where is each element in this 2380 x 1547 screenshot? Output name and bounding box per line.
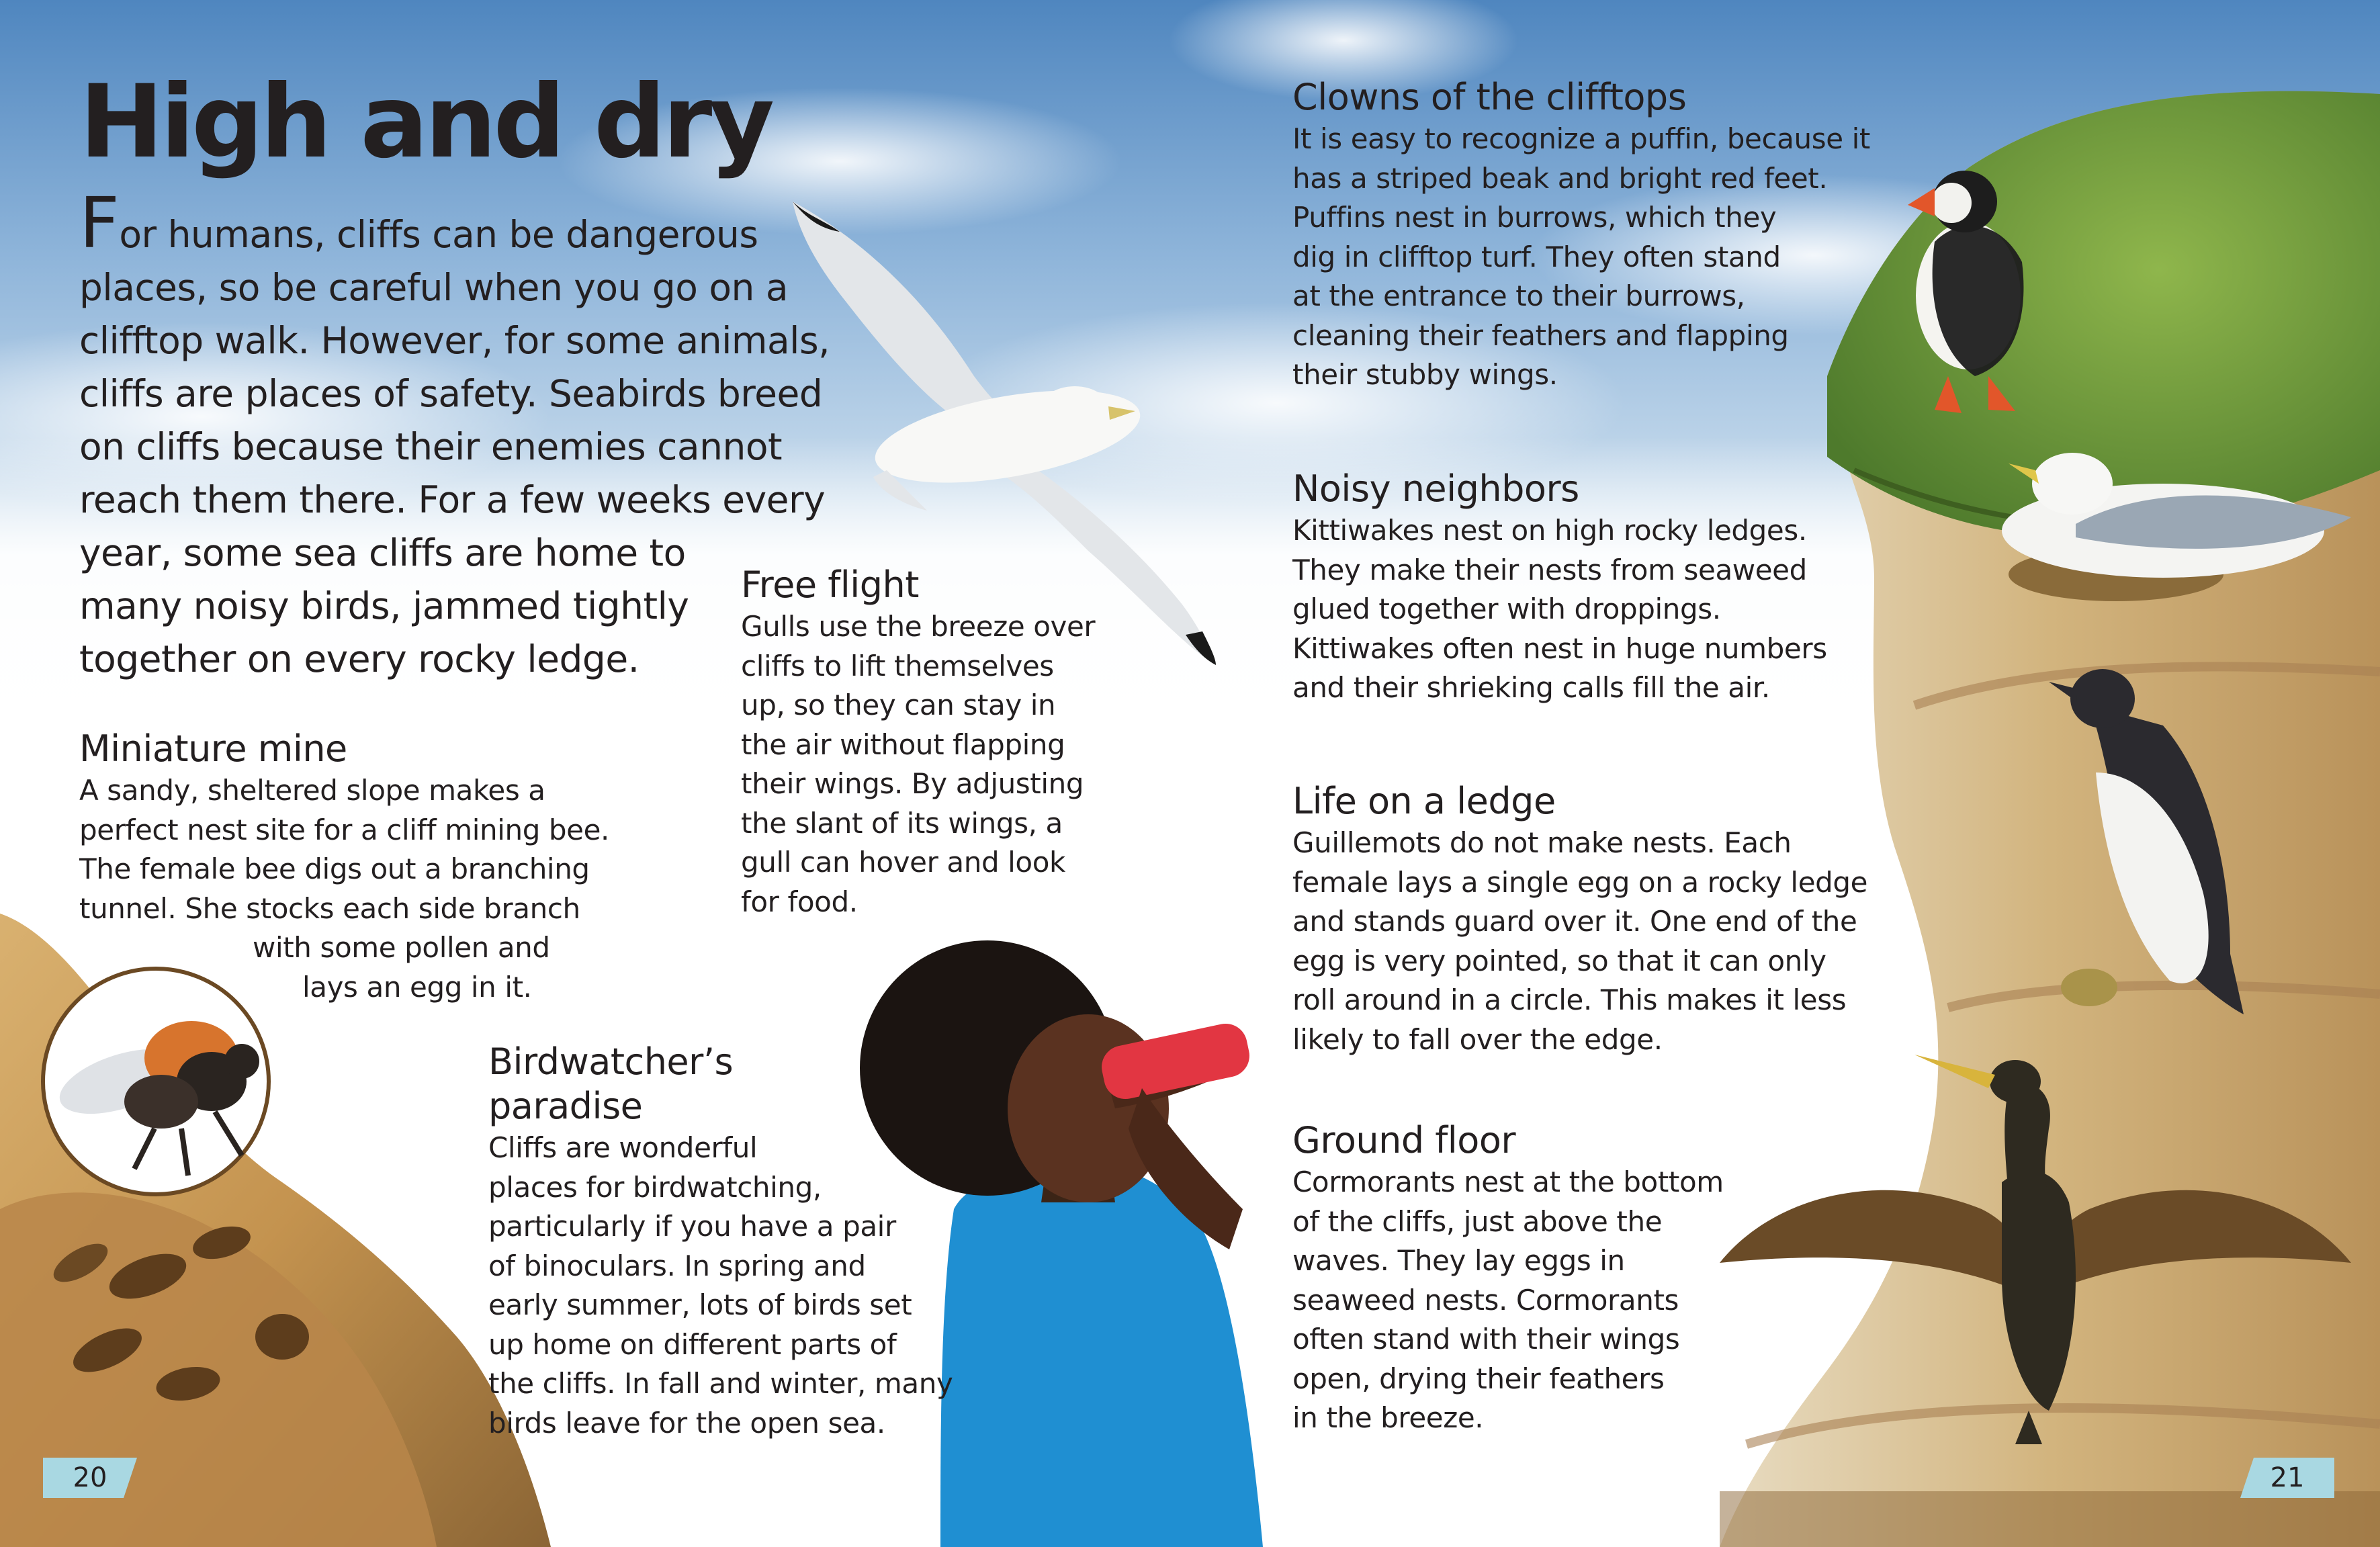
intro-paragraph bbox=[79, 182, 845, 686]
body-line: roll around in a circle. This makes it less bbox=[1292, 983, 1847, 1016]
body-line: in the breeze. bbox=[1292, 1401, 1484, 1434]
section-heading: Life on a ledge bbox=[1292, 780, 1556, 822]
body-line: has a striped beak and bright red feet. bbox=[1292, 161, 1828, 195]
body-line: early summer, lots of birds set bbox=[488, 1288, 912, 1321]
body-line: their wings. By adjusting bbox=[741, 767, 1084, 800]
section-heading: Clowns of the clifftops bbox=[1292, 76, 1687, 118]
intro-line: clifftop walk. However, for some animals, bbox=[79, 319, 830, 362]
body-line: at the entrance to their burrows, bbox=[1292, 279, 1745, 312]
body-line: birds leave for the open sea. bbox=[488, 1406, 885, 1440]
section-birdwatchers-paradise bbox=[488, 1040, 953, 1443]
page-title: High and dry bbox=[79, 64, 772, 181]
body-line: female lays a single egg on a rocky ledge bbox=[1292, 865, 1868, 899]
body-line: Kittiwakes nest on high rocky ledges. bbox=[1292, 514, 1807, 547]
body-line: the air without flapping bbox=[741, 727, 1065, 761]
body-line: and their shrieking calls fill the air. bbox=[1292, 671, 1770, 704]
body-line: Cliffs are wonderful bbox=[488, 1131, 758, 1164]
page-number-left: 20 bbox=[43, 1458, 137, 1498]
body-line: often stand with their wings bbox=[1292, 1323, 1680, 1356]
body-line: They make their nests from seaweed bbox=[1292, 553, 1807, 586]
intro-line: reach them there. For a few weeks every bbox=[79, 478, 826, 521]
section-heading: Ground floor bbox=[1292, 1119, 1516, 1161]
section-ground-floor bbox=[1292, 1118, 1724, 1438]
drop-cap: F bbox=[79, 182, 120, 264]
body-line: gull can hover and look bbox=[741, 846, 1065, 879]
intro-line: places, so be careful when you go on a bbox=[79, 266, 789, 309]
intro-line: cliffs are places of safety. Seabirds breed bbox=[79, 372, 823, 415]
body-line: likely to fall over the edge. bbox=[1292, 1022, 1663, 1056]
body-line: of binoculars. In spring and bbox=[488, 1249, 866, 1282]
body-line: lays an egg in it. bbox=[302, 970, 532, 1004]
body-line: perfect nest site for a cliff mining bee. bbox=[79, 813, 610, 846]
body-line: cleaning their feathers and flapping bbox=[1292, 318, 1789, 352]
body-line: places for birdwatching, bbox=[488, 1170, 822, 1204]
body-line: the slant of its wings, a bbox=[741, 806, 1063, 840]
intro-line: For humans, cliffs can be dangerous bbox=[79, 182, 758, 264]
body-line: seaweed nests. Cormorants bbox=[1292, 1283, 1679, 1317]
section-noisy-neighbors bbox=[1292, 467, 1827, 708]
body-line: of the cliffs, just above the bbox=[1292, 1204, 1663, 1238]
body-line: particularly if you have a pair bbox=[488, 1210, 896, 1243]
section-life-on-a-ledge bbox=[1292, 779, 1867, 1059]
body-line: tunnel. She stocks each side branch bbox=[79, 891, 580, 925]
intro-line: many noisy birds, jammed tightly bbox=[79, 584, 689, 627]
body-line: their stubby wings. bbox=[1292, 358, 1558, 391]
body-line: Kittiwakes often nest in huge numbers bbox=[1292, 631, 1827, 665]
body-line: A sandy, sheltered slope makes a bbox=[79, 774, 545, 807]
body-line: waves. They lay eggs in bbox=[1292, 1244, 1625, 1277]
section-heading: Free flight bbox=[741, 564, 919, 606]
body-line: Guillemots do not make nests. Each bbox=[1292, 826, 1792, 859]
body-line: up, so they can stay in bbox=[741, 689, 1056, 721]
body-line: cliffs to lift themselves bbox=[741, 649, 1054, 682]
body-line: glued together with droppings. bbox=[1292, 592, 1721, 625]
body-line: egg is very pointed, so that it can only bbox=[1292, 944, 1826, 977]
section-heading: paradise bbox=[488, 1085, 643, 1127]
intro-line: year, some sea cliffs are home to bbox=[79, 531, 686, 574]
body-line: Gulls use the breeze over bbox=[741, 610, 1096, 643]
body-line: with some pollen and bbox=[253, 931, 550, 964]
body-line: the cliffs. In fall and winter, many bbox=[488, 1367, 953, 1400]
body-line: up home on different parts of bbox=[488, 1327, 897, 1361]
section-clowns bbox=[1292, 75, 1870, 395]
body-line: Cormorants nest at the bottom bbox=[1292, 1165, 1724, 1198]
body-line: dig in clifftop turf. They often stand bbox=[1292, 240, 1781, 273]
intro-line: together on every rocky ledge. bbox=[79, 637, 640, 680]
section-heading: Noisy neighbors bbox=[1292, 468, 1579, 510]
body-line: Puffins nest in burrows, which they bbox=[1292, 201, 1777, 234]
section-heading: Miniature mine bbox=[79, 727, 347, 770]
body-line: The female bee digs out a branching bbox=[79, 852, 590, 885]
body-line: It is easy to recognize a puffin, because it bbox=[1292, 122, 1870, 155]
page-number-right: 21 bbox=[2240, 1458, 2334, 1498]
body-line: and stands guard over it. One end of the bbox=[1292, 905, 1857, 938]
intro-line: on cliffs because their enemies cannot bbox=[79, 425, 783, 468]
body-line: for food. bbox=[741, 885, 858, 918]
section-miniature-mine bbox=[79, 727, 609, 1007]
body-line: open, drying their feathers bbox=[1292, 1362, 1665, 1395]
section-free-flight bbox=[741, 563, 1095, 922]
section-heading: Birdwatcher’s bbox=[488, 1041, 734, 1083]
